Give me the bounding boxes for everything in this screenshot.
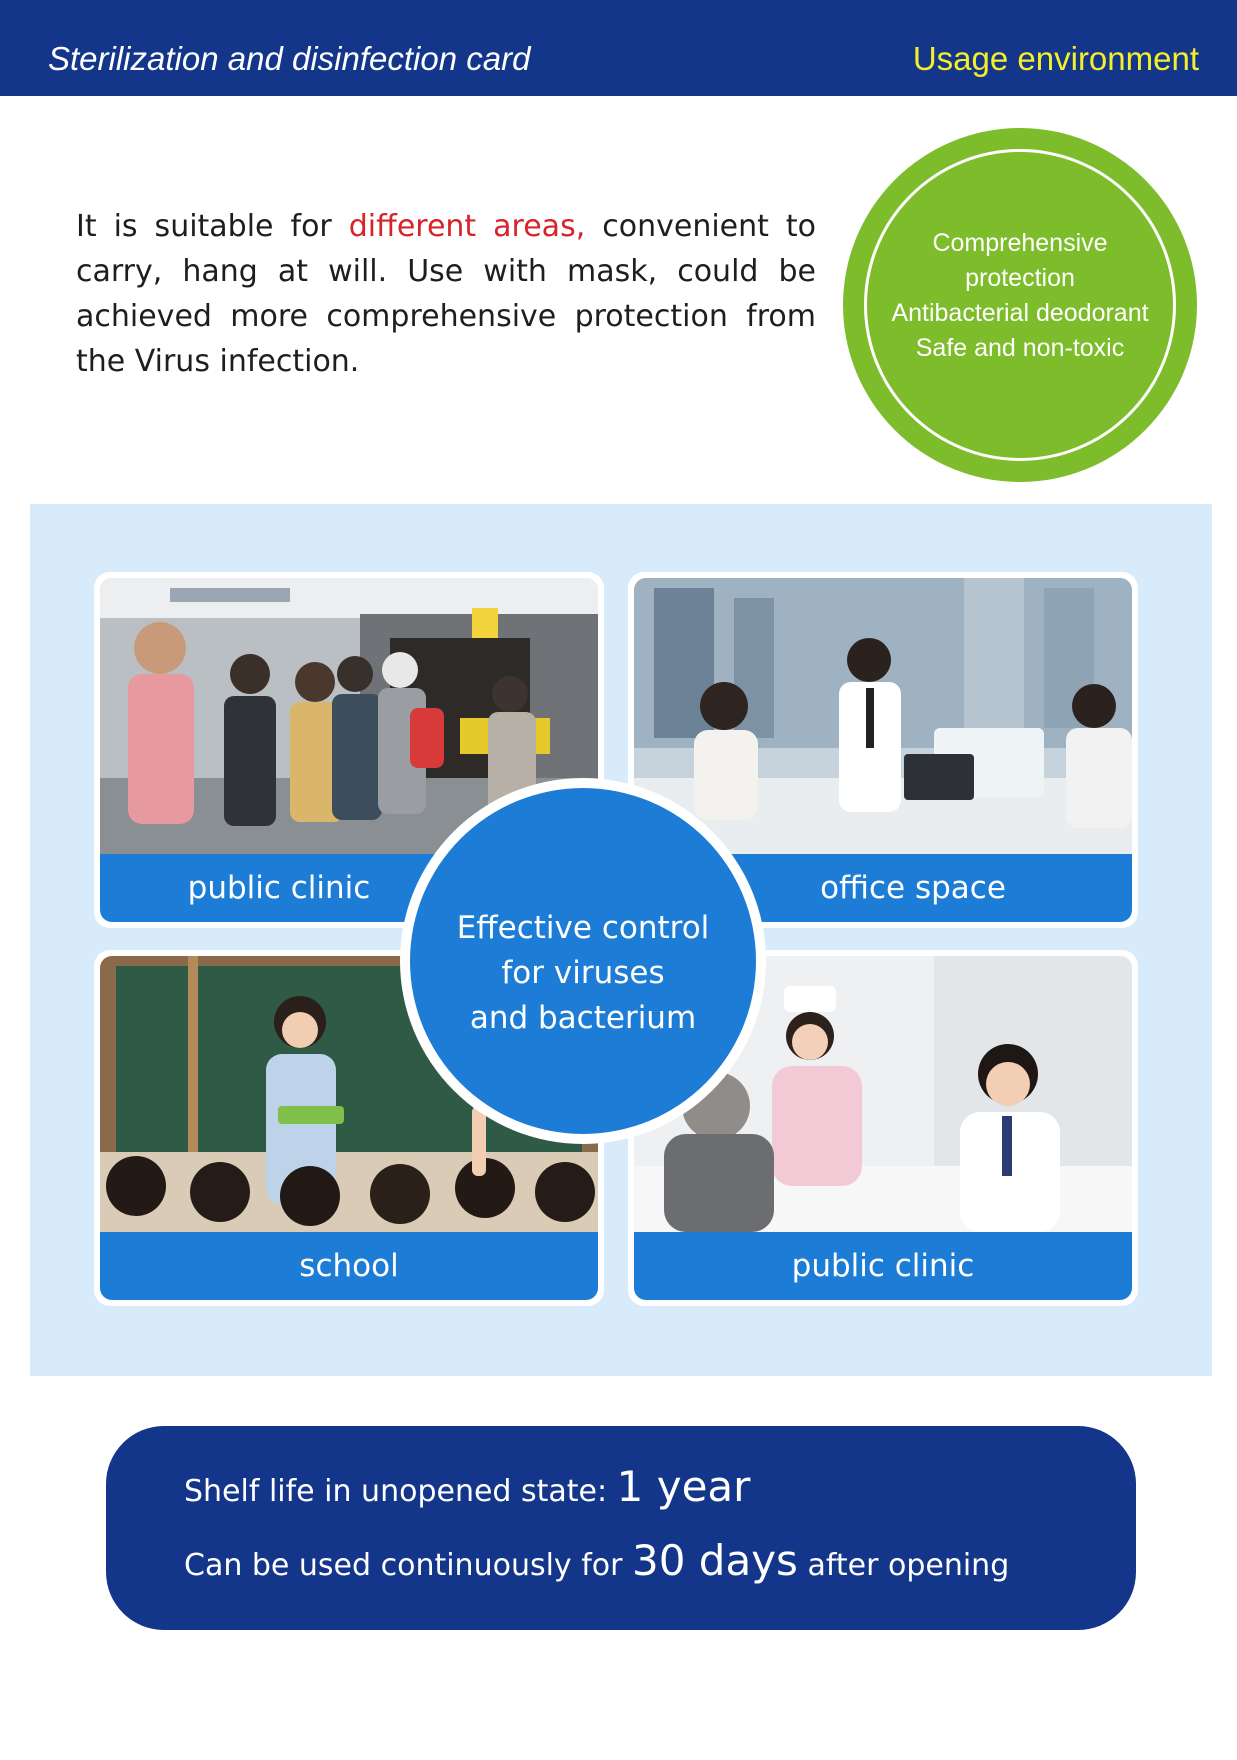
scene-label-bottom-left: school xyxy=(100,1232,598,1300)
header-bar xyxy=(0,0,1237,96)
scene-label-top-right: office space xyxy=(634,854,1132,922)
intro-paragraph xyxy=(76,204,816,384)
badge-line: Safe and non-toxic xyxy=(915,334,1125,362)
badge-line: Antibacterial deodorant xyxy=(891,299,1149,327)
center-line: and bacterium xyxy=(469,1000,697,1036)
center-line: Effective control xyxy=(456,910,710,946)
shelf-life-box xyxy=(106,1426,1136,1630)
badge-line: Comprehensive xyxy=(932,229,1108,257)
usage-duration-suffix: after opening xyxy=(797,1548,1010,1583)
badge-line: protection xyxy=(965,264,1075,292)
scene-label-bottom-right: public clinic xyxy=(634,1232,1132,1300)
intro-text-end: convenient to carry, hang at will. Use with mask, could be achieved more comprehensive protection from the Virus infection. xyxy=(76,209,817,379)
scene-label-top-left: public clinic xyxy=(100,854,598,922)
center-message-circle xyxy=(400,778,766,1144)
badge-text xyxy=(843,226,1197,366)
features-badge xyxy=(843,128,1197,482)
intro-highlight: different areas, xyxy=(348,209,586,244)
center-message xyxy=(410,906,756,1041)
usage-duration-value: 30 days xyxy=(632,1536,798,1585)
center-line: for viruses xyxy=(501,955,665,991)
document-title: Sterilization and disinfection card xyxy=(48,40,531,77)
usage-duration-line xyxy=(184,1536,1009,1585)
usage-duration-prefix: Can be used continuously for xyxy=(184,1548,632,1583)
shelf-life-value: 1 year xyxy=(616,1462,751,1511)
shelf-life-label: Shelf life in unopened state: xyxy=(184,1474,617,1509)
section-title: Usage environment xyxy=(912,40,1199,77)
shelf-life-line xyxy=(184,1462,750,1511)
office-photo xyxy=(634,578,1132,854)
intro-text-start: It is suitable for xyxy=(76,209,349,244)
